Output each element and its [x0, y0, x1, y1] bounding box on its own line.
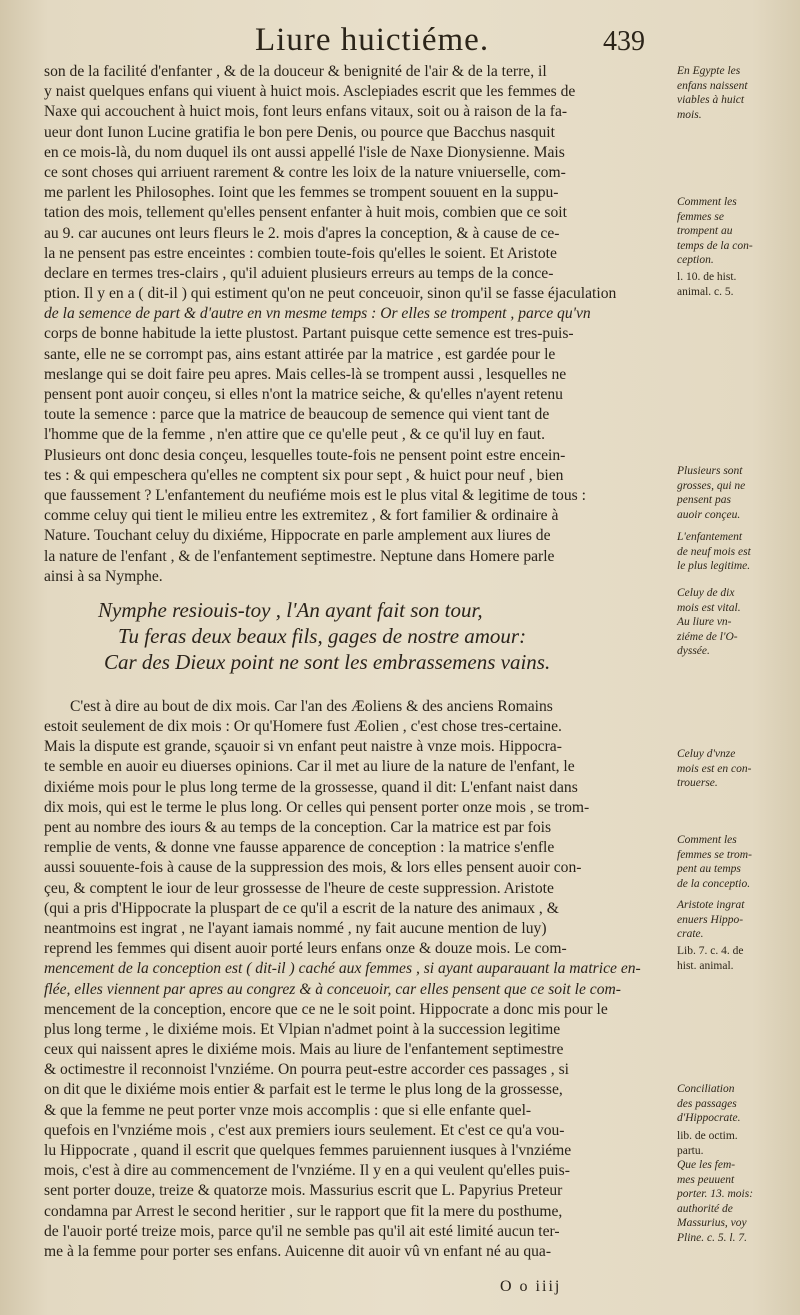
- text-line: condamna par Arrest le second heritier , sur le rapport que fit la mere du posthume,: [44, 1202, 563, 1220]
- text-line: çeu, & comptent le iour de leur grossesse de l'heure de ceste suppression. Aristote: [44, 879, 554, 897]
- text-line: la nature de l'enfant , & de l'enfantement septimestre. Neptune dans Homere parle: [44, 547, 555, 565]
- main-text-column: [44, 62, 669, 1262]
- text-line: tation des mois, tellement qu'elles pensent enfanter à huit mois, combien que ce soit: [44, 204, 567, 222]
- text-line: me à la femme pour porter ses enfans. Auicenne dit auoir vû vn enfant né au qua-: [44, 1242, 552, 1260]
- text-line: au 9. car aucunes ont leurs fleurs le 2. mois d'apres la conception, & à cause de ce-: [44, 224, 560, 242]
- signature-mark: O o iiij: [500, 1278, 562, 1295]
- text-line: toute la semence : parce que la matrice de beaucoup de semence qui vient tant de: [44, 406, 550, 424]
- text-line: tes : & qui empeschera qu'elles ne comptent six pour sept , & huict pour neuf , bien: [44, 466, 564, 484]
- text-line: mois, c'est à dire au commencement de l'vnziéme. Il y en a qui veulent qu'elles puis-: [44, 1162, 570, 1180]
- text-line: te semble en auoir eu diuerses opinions. Car il met au liure de la nature de l'enfant, le: [44, 758, 575, 776]
- text-line: la ne pensent pas estre enceintes : combien toute-fois qu'elles le soient. Et Aristote: [44, 244, 557, 262]
- text-line: neantmoins est ingrat , ne l'ayant iamais nommé , ny fait aucune mention de luy): [44, 919, 547, 937]
- margin-note-comment: Comment les femmes se trom- pent au temps de la conceptio.: [677, 834, 752, 890]
- text-line: meslange qui se doit faire peu apres. Mais celles-là se trompent aussi , lesquelles ne: [44, 365, 567, 383]
- margin-note-ref-2: Lib. 7. c. 4. de hist. animal.: [677, 945, 744, 972]
- text-line: en ce mois-là, du nom duquel ils ont aussi appellé l'isle de Naxe Dionysienne. Mais: [44, 143, 565, 161]
- text-line: mencement de la conception, encore que ce ne le soit point. Hippocrate a donc mis pour le: [44, 1000, 608, 1018]
- page-header: [0, 22, 800, 66]
- text-line: sent porter douze, treize & quatorze mois. Massurius escrit que L. Papyrius Preteur: [44, 1182, 563, 1200]
- margin-note-trompent: Comment les femmes se trompent au temps de la con- ception.: [677, 196, 753, 266]
- text-line: de l'auoir porté treize mois, parce qu'il ne semble pas qu'il ait esté limité aucun ter-: [44, 1222, 560, 1240]
- text-line: ueur dont Iunon Lucine gratifia le bon pere Denis, ou pource que Bacchus nasquit: [44, 123, 555, 141]
- text-line-quote: mencement de la conception est ( dit-il ) caché aux femmes , si ayant auparauant la matrice en-: [44, 960, 641, 978]
- text-line: pent au nombre des iours & au temps de la conception. Car la matrice est par fois: [44, 819, 552, 836]
- text-line-quote: flée, elles viennent par apres au congrez & à conceuoir, car elles pensent que ce soit le com-: [44, 980, 621, 998]
- paragraph-2: [44, 697, 669, 1262]
- text-line: estoit seulement de dix mois : Or qu'Homere fust Æolien , c'est chose tres-certaine.: [44, 718, 562, 736]
- text-line: & que la femme ne peut porter vnze mois accomplis : que si elle enfante quel-: [44, 1101, 532, 1119]
- margin-note-plusieurs: Plusieurs sont grosses, qui ne pensent pas auoir conçeu.: [677, 465, 746, 521]
- text-line: reprend les femmes qui disent auoir porté leurs enfans onze & douze mois. Le com-: [44, 940, 567, 958]
- text-line-quote: de la semence de part & d'autre en vn mesme temps : Or elles se trompent , parce qu'vn: [44, 305, 591, 323]
- text-line: Plusieurs ont donc desia conçeu, lesquelles toute-fois ne pensent point estre encein-: [44, 446, 566, 464]
- margin-note-neuf: L'enfantement de neuf mois est le plus legitime.: [677, 531, 751, 572]
- text-line: l'homme que de la femme , n'en attire que ce qu'elle peut , & ce qu'il luy en faut.: [44, 426, 545, 444]
- text-line: declare en termes tres-clairs , qu'il aduient plusieurs erreurs au temps de la conce-: [44, 264, 554, 282]
- text-line: aussi souuente-fois à cause de la suppression des mois, & lors elles pensent auoir con-: [44, 859, 582, 877]
- running-title: Liure huictiéme.: [255, 22, 490, 58]
- margin-note-aristote: Aristote ingrat enuers Hippo- crate.: [677, 899, 745, 940]
- text-line: Nature. Touchant celuy du dixiéme, Hippocrate en parle amplement aux liures de: [44, 527, 551, 545]
- margin-note-treize-mois: Que les fem- mes peuuent porter. 13. mois: authorité de Massurius, voy Pline. c. 5. l. 7.: [677, 1159, 754, 1244]
- text-line: plus long terme , le dixiéme mois. Et Vlpian n'admet point à la succession legitime: [44, 1020, 561, 1038]
- margin-note-egypt: En Egypte les enfans naissent viables à huict mois.: [677, 65, 748, 121]
- text-line: C'est à dire au bout de dix mois. Car l'an des Æoliens & des anciens Romains: [70, 697, 553, 715]
- text-line: y naist quelques enfans qui viuent à huict mois. Asclepiades escrit que les femmes de: [44, 83, 576, 101]
- verse-quotation: [44, 597, 669, 675]
- text-line: pensent pont auoir conçeu, si elles n'ont la matrice seiche, & qu'elles n'ayent retenu: [44, 386, 563, 403]
- text-line: corps de bonne habitude la iette plustost. Partant puisque cette semence est tres-puis-: [44, 325, 574, 343]
- verse-line: Car des Dieux point ne sont les embrassemens vains.: [104, 649, 551, 674]
- verse-line: Tu feras deux beaux fils, gages de nostre amour:: [118, 623, 527, 648]
- verse-line: Nymphe resiouis-toy , l'An ayant fait son tour,: [98, 597, 483, 622]
- margin-note-ref-3: lib. de octim. partu.: [677, 1130, 738, 1157]
- page-number: 439: [603, 26, 645, 57]
- text-line: sante, elle ne se corrompt pas, ains estant attirée par la matrice , est gardée pour le: [44, 345, 556, 363]
- text-line: on dit que le dixiéme mois entier & parfait est le terme le plus long de la grossesse,: [44, 1081, 563, 1099]
- text-line: lu Hippocrate , quand il escrit que quelques femmes paruiennent iusques à l'vnziéme: [44, 1142, 572, 1159]
- text-line: me parlent les Philosophes. Ioint que les femmes se trompent souuent en la suppu-: [44, 184, 559, 202]
- text-line: Mais la dispute est grande, sçauoir si vn enfant peut naistre à vnze mois. Hippocra-: [44, 738, 562, 756]
- text-line: son de la facilité d'enfanter , & de la douceur & benignité de l'air & de la terre, il: [44, 63, 547, 80]
- text-line: que faussement ? L'enfantement du neufiéme mois est le plus vital & legitime de tous :: [44, 486, 586, 504]
- text-line: ainsi à sa Nymphe.: [44, 567, 163, 585]
- paragraph-1: [44, 62, 669, 587]
- margin-note-conciliation: Conciliation des passages d'Hippocrate.: [677, 1083, 741, 1124]
- text-line: ce sont choses qui arriuent rarement & contre les loix de la nature vniuerselle, com-: [44, 163, 566, 181]
- text-line: & octimestre il reconnoist l'vnziéme. On pourra peut-estre accorder ces passages , si: [44, 1061, 570, 1079]
- margin-note-dix: Celuy de dix mois est vital. Au liure vn- ziéme de l'O- dyssée.: [677, 587, 741, 657]
- text-line: comme celuy qui tient le milieu entre les extremitez , & fort familier & ordinaire à: [44, 507, 559, 525]
- text-line: ption. Il y en a ( dit-il ) qui estiment qu'on ne peut conceuoir, sinon qu'il se fasse éjaculation: [44, 285, 617, 303]
- margin-note-ref-1: l. 10. de hist. animal. c. 5.: [677, 271, 737, 298]
- text-line: Naxe qui accouchent à huict mois, font leurs enfans vitaux, soit ou à raison de la fa-: [44, 103, 568, 121]
- margin-note-vnze: Celuy d'vnze mois est en con- trouerse.: [677, 748, 752, 789]
- text-line: dix mois, qui est le terme le plus long. Or celles qui pensent porter onze mois , se trom-: [44, 798, 590, 816]
- text-line: ceux qui naissent apres le dixiéme mois. Mais au liure de l'enfantement septimestre: [44, 1041, 564, 1059]
- text-line: (qui a pris d'Hippocrate la pluspart de ce qu'il a escrit de la nature des animaux , &: [44, 899, 559, 917]
- text-line: quefois en l'vnziéme mois , c'est aux premiers iours seulement. Et c'est ce qu'a vou-: [44, 1121, 565, 1139]
- text-line: dixiéme mois pour le plus long terme de la grossesse, quand il dit: L'enfant naist dans: [44, 778, 578, 796]
- text-line: remplie de vents, & donne vne fausse apparence de conception : la matrice s'enfle: [44, 839, 555, 857]
